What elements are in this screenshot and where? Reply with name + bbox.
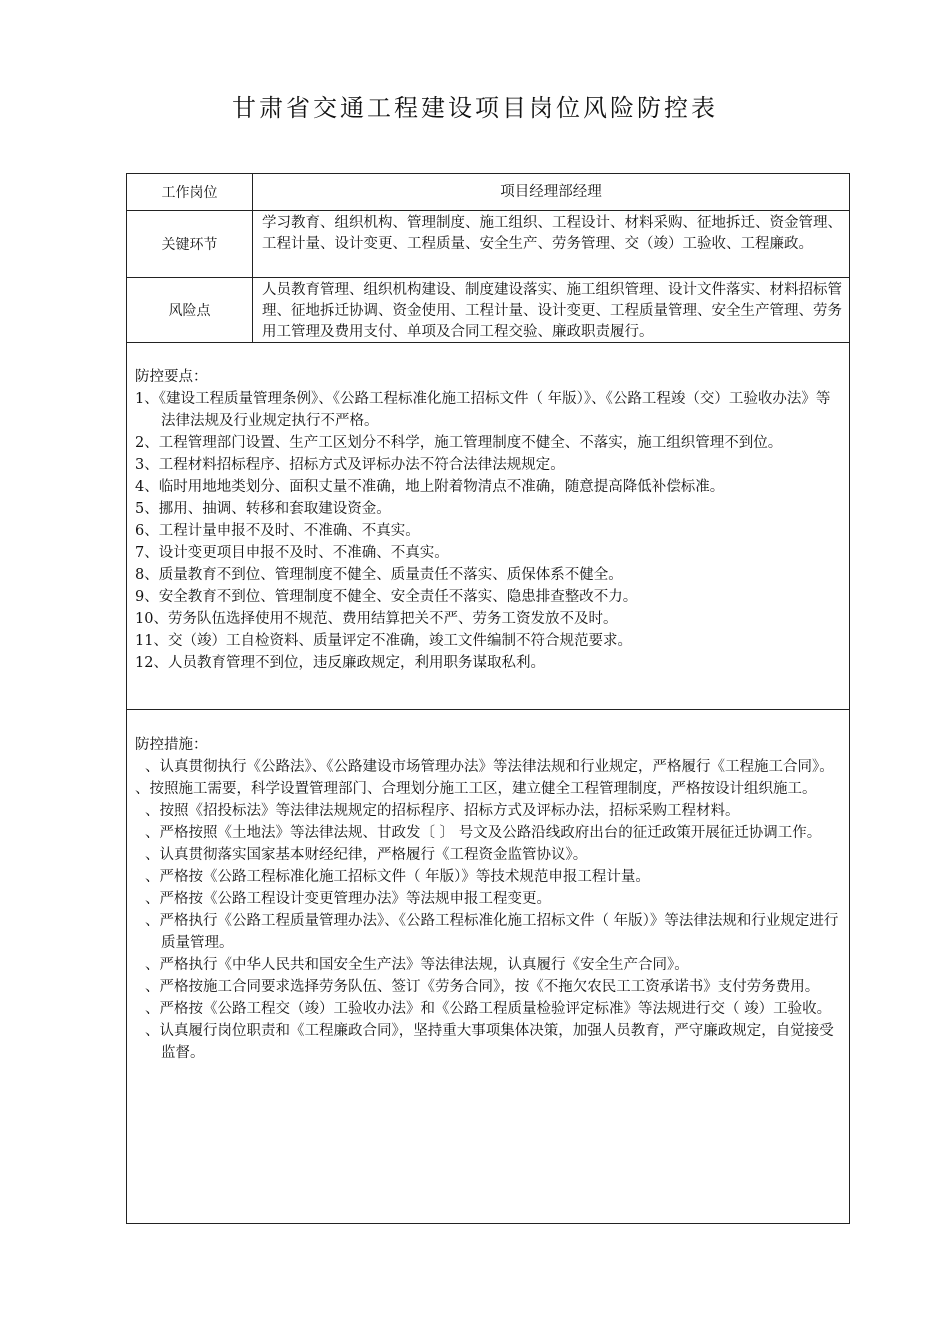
control-points-section xyxy=(127,366,849,674)
risk-points-value: 人员教育管理、组织机构建设、制度建设落实、施工组织管理、设计文件落实、材料招标管理、征地拆迁协调、资金使用、工程计量、设计变更、工程质量管理、安全生产管理、劳务用工管理及费用支付、单项及合同工程交验、廉政职责履行。 xyxy=(262,282,842,340)
control-points-heading: 防控要点： xyxy=(135,369,208,385)
control-point-item: 3、工程材料招标程序、招标方式及评标办法不符合法律法规规定。 xyxy=(135,457,565,473)
control-measure-item: 、认真贯彻执行《公路法》、《公路建设市场管理办法》等法律法规和行业规定，严格履行《工程施工合同》。 xyxy=(145,759,834,775)
control-measure-item: 、严格按《公路工程交（竣）工验收办法》和《公路工程质量检验评定标准》等法规进行交（ 竣）工验收。 xyxy=(145,1001,832,1017)
control-point-item: 9、安全教育不到位、管理制度不健全、安全责任不落实、隐患排查整改不力。 xyxy=(135,589,638,605)
control-point-item: 7、设计变更项目申报不及时、不准确、不真实。 xyxy=(135,545,449,561)
risk-points-label: 风险点 xyxy=(127,278,253,342)
control-point-item: 2、工程管理部门设置、生产工区划分不科学，施工管理制度不健全、不落实，施工组织管理不到位。 xyxy=(135,435,783,451)
control-measure-item: 、按照施工需要，科学设置管理部门、合理划分施工工区，建立健全工程管理制度，严格按设计组织施工。 xyxy=(135,781,817,797)
control-point-item: 11、交（竣）工自检资料、质量评定不准确，竣工文件编制不符合规范要求。 xyxy=(135,633,632,649)
key-links-label: 关键环节 xyxy=(127,211,253,277)
key-links-row xyxy=(127,211,849,278)
control-measure-item: 、严格执行《公路工程质量管理办法》、《公路工程标准化施工招标文件（ 年版）》等法律法规和行业规定进行质量管理。 xyxy=(145,913,839,951)
control-measure-item: 、严格按施工合同要求选择劳务队伍、签订《劳务合同》，按《不拖欠农民工工资承诺书》支付劳务费用。 xyxy=(145,979,820,995)
control-point-item: 8、质量教育不到位、管理制度不健全、质量责任不落实、质保体系不健全。 xyxy=(135,567,623,583)
control-measure-item: 、严格按《公路工程设计变更管理办法》等法规申报工程变更。 xyxy=(145,891,551,907)
control-measure-item: 、严格按《公路工程标准化施工招标文件（ 年版）》等技术规范申报工程计量。 xyxy=(145,869,650,885)
control-point-item: 10、劳务队伍选择使用不规范、费用结算把关不严、劳务工资发放不及时。 xyxy=(135,611,618,627)
control-point-item: 12、人员教育管理不到位，违反廉政规定，利用职务谋取私利。 xyxy=(135,655,545,671)
control-point-item: 1、《建设工程质量管理条例》、《公路工程标准化施工招标文件（ 年版）》、《公路工程竣（交）工验收办法》等法律法规及行业规定执行不严格。 xyxy=(135,391,831,429)
control-point-item: 6、工程计量申报不及时、不准确、不真实。 xyxy=(135,523,420,539)
position-row xyxy=(127,174,849,211)
risk-points-row xyxy=(127,278,849,343)
position-label: 工作岗位 xyxy=(127,174,253,210)
control-measures-heading: 防控措施： xyxy=(135,737,208,753)
control-measure-item: 、严格按照《土地法》等法律法规、甘政发〔 〕 号文及公路沿线政府出台的征迁政策开展征迁协调工作。 xyxy=(145,825,822,841)
page-title: 甘肃省交通工程建设项目岗位风险防控表 xyxy=(232,94,718,122)
control-measure-item: 、认真贯彻落实国家基本财经纪律，严格履行《工程资金监管协议》。 xyxy=(145,847,588,863)
control-measure-item: 、认真履行岗位职责和《工程廉政合同》，坚持重大事项集体决策，加强人员教育，严守廉政规定，自觉接受监督。 xyxy=(145,1023,834,1061)
control-point-item: 5、挪用、抽调、转移和套取建设资金。 xyxy=(135,501,391,517)
control-measure-item: 、按照《招投标法》等法律法规规定的招标程序、招标方式及评标办法，招标采购工程材料。 xyxy=(145,803,740,819)
control-measure-item: 、严格执行《中华人民共和国安全生产法》等法律法规，认真履行《安全生产合同》。 xyxy=(145,957,689,973)
risk-control-table xyxy=(126,173,850,1224)
control-measures-section xyxy=(127,734,849,1064)
control-point-item: 4、临时用地地类划分、面积丈量不准确，地上附着物清点不准确，随意提高降低补偿标准。 xyxy=(135,479,725,495)
position-value: 项目经理部经理 xyxy=(500,183,602,200)
key-links-value: 学习教育、组织机构、管理制度、施工组织、工程设计、材料采购、征地拆迁、资金管理、工程计量、设计变更、工程质量、安全生产、劳务管理、交（竣）工验收、工程廉政。 xyxy=(262,215,842,252)
section-divider xyxy=(127,709,849,710)
